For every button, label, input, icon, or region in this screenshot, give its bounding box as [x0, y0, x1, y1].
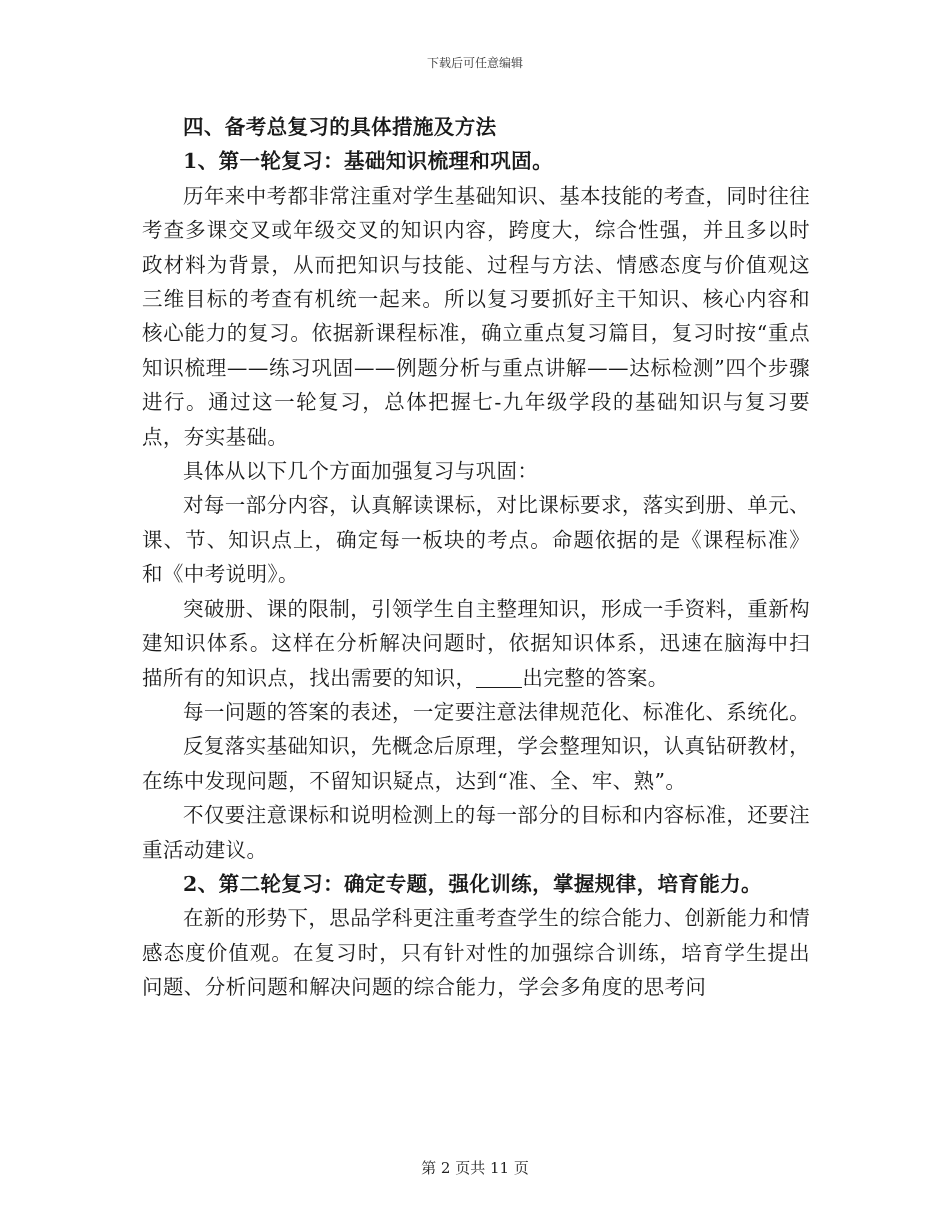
document-body — [142, 110, 810, 1005]
page-header: 下载后可任意编辑 — [426, 56, 523, 70]
paragraph: 对每一部分内容，认真解读课标，对比课标要求，落实到册、单元、课、节、知识点上，确定每一板块的考点。命题依据的是《课程标准》和《中考说明》。 — [142, 493, 810, 587]
fill-blank — [476, 666, 522, 688]
paragraph: 每一问题的答案的表述，一定要注意法律规范化、标准化、系统化。 — [183, 699, 810, 724]
subsection-heading-round1: 1、第一轮复习：基础知识梳理和巩固。 — [183, 149, 553, 174]
paragraph — [142, 592, 810, 695]
subsection-heading-round2: 2、第二轮复习：确定专题，强化训练，掌握规律，培育能力。 — [183, 871, 762, 896]
paragraph: 历年来中考都非常注重对学生基础知识、基本技能的考查，同时往往考查多课交叉或年级交叉的知识内容，跨度大，综合性强，并且多以时政材料为背景，从而把知识与技能、过程与方法、情感态度与价值观这三维目标的考查有机统一起来。所以复习要抓好主干知识、核心内容和核心能力的复习。依据新课程标准，确立重点复习篇目，复习时按“重点知识梳理——练习巩固——例题分析与重点讲解——达标检测”四个步骤进行。通过这一轮复习，总体把握七-九年级学段的基础知识与复习要点，夯实基础。 — [142, 183, 810, 449]
paragraph-text: 突破册、课的限制，引领学生自主整理知识，形成一手资料，重新构建知识体系。这样在分析解决问题时，依据知识体系，迅速在脑海中扫描所有的知识点，找出需要的知识， — [142, 596, 810, 690]
page-footer: 第 2 页共 11 页 — [421, 1159, 529, 1177]
paragraph: 不仅要注意课标和说明检测上的每一部分的目标和内容标准，还要注重活动建议。 — [142, 803, 810, 862]
paragraph-text: 出完整的答案。 — [522, 665, 669, 690]
section-heading: 四、备考总复习的具体措施及方法 — [183, 115, 497, 139]
paragraph: 在新的形势下，思品学科更注重考查学生的综合能力、创新能力和情感态度价值观。在复习时，只有针对性的加强综合训练，培育学生提出问题、分析问题和解决问题的综合能力，学会多角度的思考问 — [142, 906, 810, 1000]
paragraph: 具体从以下几个方面加强复习与巩固： — [183, 459, 539, 484]
paragraph: 反复落实基础知识，先概念后原理，学会整理知识，认真钻研教材，在练中发现问题，不留知识疑点，达到“准、全、牢、熟”。 — [142, 734, 810, 793]
